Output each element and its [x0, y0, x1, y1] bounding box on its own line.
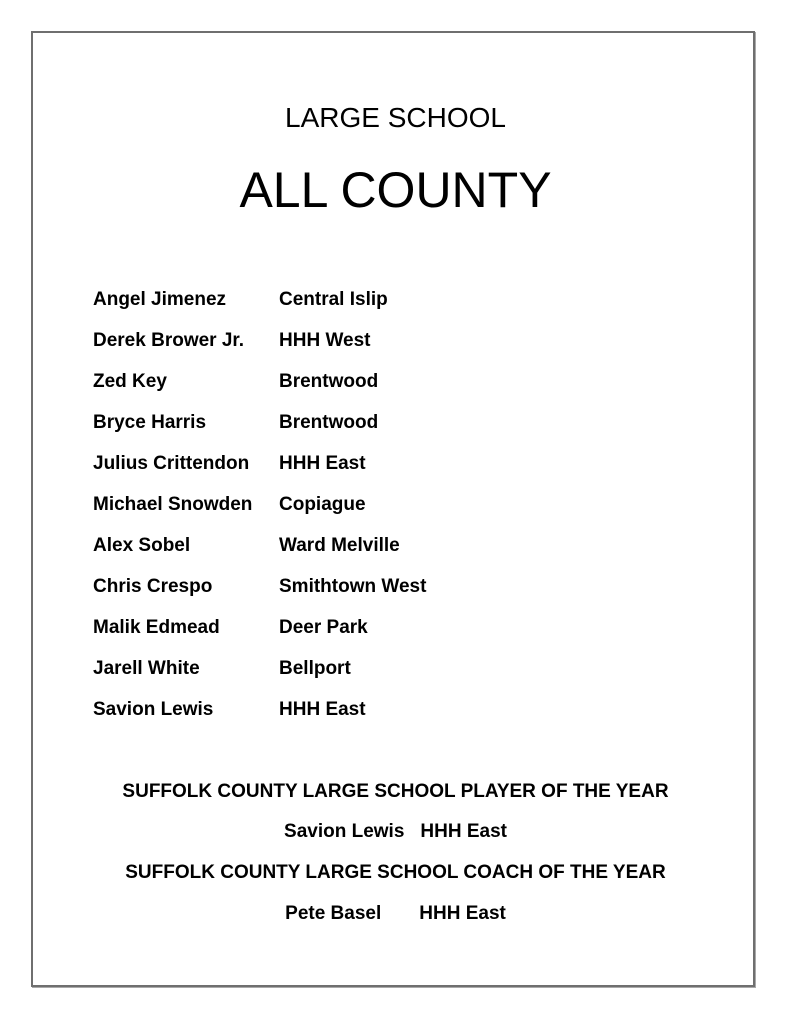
document-subtitle: LARGE SCHOOL: [285, 102, 506, 133]
player-name: Michael Snowden: [93, 494, 253, 515]
player-name: Bryce Harris: [93, 412, 207, 433]
roster-row: [93, 612, 593, 653]
player-school: Copiague: [279, 494, 366, 515]
roster-row: [93, 366, 593, 407]
player-name: Julius Crittendon: [93, 453, 250, 474]
roster-row: [93, 284, 593, 325]
player-school: Smithtown West: [279, 576, 427, 597]
coach-of-year-winner: [0, 900, 791, 928]
document-title: ALL COUNTY: [239, 162, 552, 218]
player-name: Jarell White: [93, 658, 200, 679]
coach-of-year-name: Pete Basel: [285, 903, 382, 924]
all-county-roster: [93, 284, 593, 735]
player-name: Alex Sobel: [93, 535, 191, 556]
roster-row: [93, 489, 593, 530]
player-school: HHH East: [279, 699, 366, 720]
player-school: Bellport: [279, 658, 351, 679]
coach-of-year-heading: SUFFOLK COUNTY LARGE SCHOOL COACH OF THE YEAR: [125, 862, 666, 883]
player-school: HHH East: [279, 453, 366, 474]
player-school: Brentwood: [279, 412, 379, 433]
coach-of-year-school: HHH East: [419, 903, 506, 924]
player-of-year-school: HHH East: [420, 821, 507, 842]
player-school: Deer Park: [279, 617, 368, 638]
player-name: Angel Jimenez: [93, 289, 227, 310]
roster-row: [93, 571, 593, 612]
roster-row: [93, 325, 593, 366]
roster-row: [93, 530, 593, 571]
player-name: Malik Edmead: [93, 617, 220, 638]
player-of-year-winner: [0, 818, 791, 846]
player-name: Zed Key: [93, 371, 167, 392]
player-school: Ward Melville: [279, 535, 400, 556]
player-name: Chris Crespo: [93, 576, 213, 597]
player-school: Central Islip: [279, 289, 388, 310]
player-school: HHH West: [279, 330, 371, 351]
roster-row: [93, 448, 593, 489]
player-school: Brentwood: [279, 371, 379, 392]
player-name: Derek Brower Jr.: [93, 330, 245, 351]
player-name: Savion Lewis: [93, 699, 214, 720]
player-of-year-heading: SUFFOLK COUNTY LARGE SCHOOL PLAYER OF THE YEAR: [122, 781, 669, 802]
roster-row: [93, 653, 593, 694]
roster-row: [93, 694, 593, 735]
player-of-year-name: Savion Lewis: [284, 821, 405, 842]
roster-row: [93, 407, 593, 448]
